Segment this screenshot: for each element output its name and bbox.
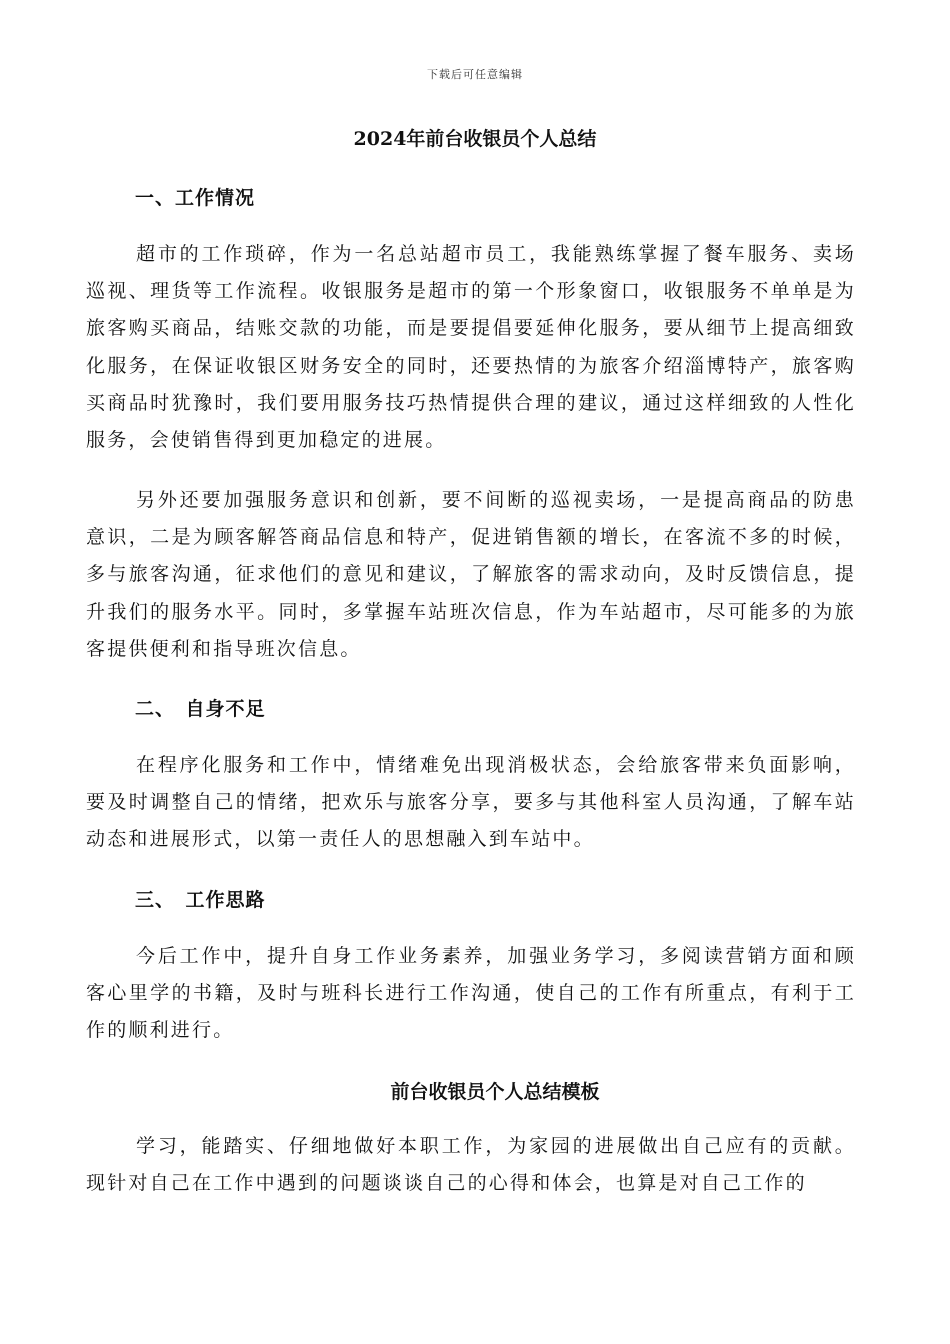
section-heading-shortcomings: 二、 自身不足: [135, 698, 266, 720]
document-title: 2024年前台收银员个人总结: [353, 128, 597, 150]
section-heading-work-plan: 三、 工作思路: [135, 889, 266, 911]
header-note: 下载后可任意编辑: [427, 68, 523, 81]
paragraph-work-status-1: 超市的工作琐碎，作为一名总站超市员工，我能熟练掌握了餐车服务、卖场巡视、理货等工作流程。收银服务是超市的第一个形象窗口，收银服务不单单是为旅客购买商品，结账交款的功能，而是要提倡要延伸化服务，要从细节上提高细致化服务，在保证收银区财务安全的同时，还要热情的为旅客介绍淄博特产，旅客购买商品时犹豫时，我们要用服务技巧热情提供合理的建议，通过这样细致的人性化服务，会使销售得到更加稳定的进展。: [86, 243, 856, 452]
section-heading-work-status: 一、工作情况: [135, 187, 256, 209]
paragraph-work-plan: 今后工作中，提升自身工作业务素养，加强业务学习，多阅读营销方面和顾客心里学的书籍，及时与班科长进行工作沟通，使自己的工作有所重点，有利于工作的顺利进行。: [86, 945, 856, 1042]
template-title: 前台收银员个人总结模板: [390, 1081, 600, 1103]
paragraph-template: 学习，能踏实、仔细地做好本职工作，为家园的进展做出自己应有的贡献。现针对自己在工作中遇到的问题谈谈自己的心得和体会，也算是对自己工作的: [86, 1135, 856, 1195]
paragraph-shortcomings: 在程序化服务和工作中，情绪难免出现消极状态，会给旅客带来负面影响，要及时调整自己的情绪，把欢乐与旅客分享，要多与其他科室人员沟通，了解车站动态和进展形式，以第一责任人的思想融入到车站中。: [86, 754, 856, 851]
paragraph-work-status-2: 另外还要加强服务意识和创新，要不间断的巡视卖场，一是提高商品的防患意识，二是为顾客解答商品信息和特产，促进销售额的增长，在客流不多的时候，多与旅客沟通，征求他们的意见和建议，了解旅客的需求动向，及时反馈信息，提升我们的服务水平。同时，多掌握车站班次信息，作为车站超市，尽可能多的为旅客提供便利和指导班次信息。: [86, 489, 856, 660]
